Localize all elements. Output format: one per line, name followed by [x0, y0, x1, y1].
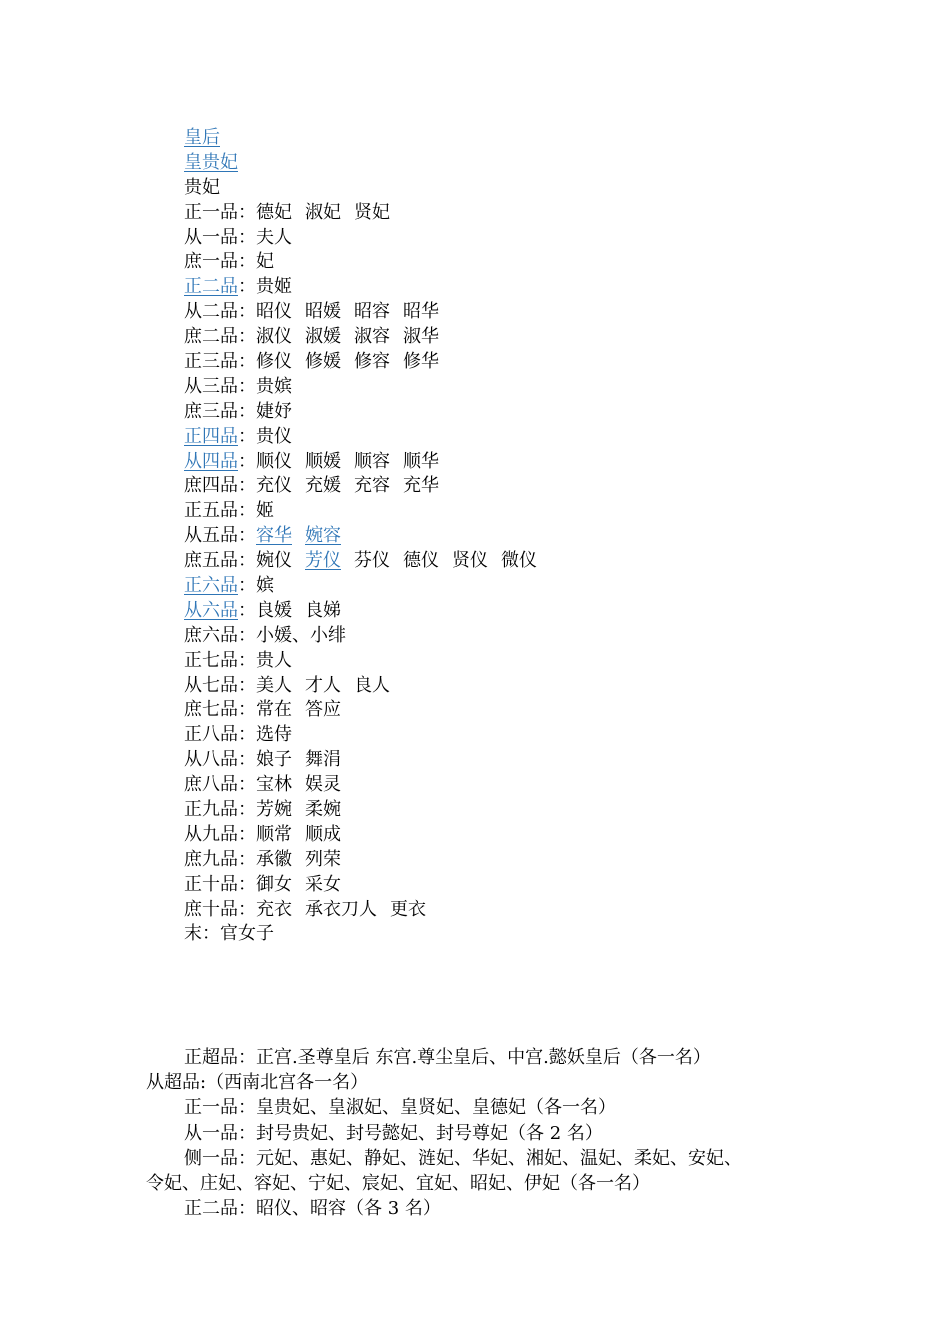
rank-label: 庶一品	[184, 251, 238, 273]
rank-description-block	[146, 1045, 796, 1221]
rank-row	[184, 300, 537, 325]
title-text: 德妃	[256, 201, 292, 223]
title-text: 贵仪	[256, 425, 292, 447]
paragraph-line: 从超品:（西南北宫各一名）	[146, 1072, 369, 1094]
rank-colon: ：	[238, 226, 256, 248]
rank-colon: ：	[238, 649, 256, 671]
title-text: 小媛、小绯	[256, 624, 346, 646]
rank-titles	[256, 774, 341, 795]
title-text: 顺成	[305, 823, 341, 845]
title-text: 淑华	[403, 326, 439, 348]
rank-label: 庶九品	[184, 848, 238, 870]
rank-label: 贵妃	[184, 176, 220, 198]
rank-label: 庶三品	[184, 400, 238, 422]
rank-titles	[256, 326, 439, 347]
rank-colon: ：	[238, 749, 256, 771]
rank-row	[184, 798, 537, 823]
title-text: 顺常	[256, 823, 292, 845]
rank-link[interactable]: 正六品	[184, 575, 238, 597]
rank-titles	[256, 227, 292, 248]
rank-colon: ：	[238, 450, 256, 472]
rank-label: 末：	[184, 923, 220, 944]
rank-titles	[256, 824, 341, 845]
rank-label: 庶八品	[184, 774, 238, 796]
title-text: 采女	[305, 873, 341, 895]
rank-row	[184, 226, 537, 251]
rank-row	[184, 450, 537, 475]
rank-row	[184, 549, 537, 574]
title-text: 更衣	[390, 898, 426, 920]
title-text: 美人	[256, 674, 292, 696]
rank-colon: ：	[238, 575, 256, 597]
rank-colon: ：	[238, 425, 256, 447]
rank-titles	[256, 749, 341, 770]
rank-titles	[256, 550, 537, 571]
rank-titles	[256, 575, 274, 596]
rank-colon: ：	[238, 326, 256, 348]
rank-titles	[256, 675, 390, 696]
title-text: 娘子	[256, 749, 292, 771]
rank-label: 庶七品	[184, 699, 238, 721]
rank-colon: ：	[238, 699, 256, 721]
rank-titles	[256, 301, 439, 322]
title-text: 芬仪	[354, 550, 390, 572]
rank-label: 庶四品	[184, 475, 238, 497]
rank-label: 从八品	[184, 749, 238, 771]
rank-label: 正三品	[184, 351, 238, 373]
title-text: 承徽	[256, 848, 292, 870]
title-text: 淑仪	[256, 326, 292, 348]
title-text: 才人	[305, 674, 341, 696]
rank-row	[184, 325, 537, 350]
rank-label: 正一品	[184, 201, 238, 223]
rank-row	[184, 574, 537, 599]
title-text: 承衣刀人	[305, 898, 377, 920]
title-text: 顺华	[403, 450, 439, 472]
title-text: 充容	[354, 475, 390, 497]
rank-titles	[256, 500, 274, 521]
rank-row	[184, 723, 537, 748]
title-text: 淑妃	[305, 201, 341, 223]
title-link[interactable]: 容华	[256, 525, 292, 547]
title-text: 舞涓	[305, 749, 341, 771]
rank-colon: ：	[238, 848, 256, 870]
rank-colon: ：	[238, 201, 256, 223]
title-text: 常在	[256, 699, 292, 721]
title-text: 修媛	[305, 351, 341, 373]
title-text: 良媛	[256, 599, 292, 621]
rank-colon: ：	[238, 873, 256, 895]
title-text: 婉仪	[256, 550, 292, 572]
title-text: 贤仪	[452, 550, 488, 572]
rank-row-last	[184, 922, 274, 947]
title-text: 昭仪	[256, 301, 292, 323]
rank-label: 从九品	[184, 823, 238, 845]
title-text: 微仪	[501, 550, 537, 572]
rank-row	[184, 151, 537, 176]
rank-colon: ：	[238, 550, 256, 572]
title-text: 良娣	[305, 599, 341, 621]
rank-colon: ：	[238, 375, 256, 397]
rank-titles	[256, 874, 341, 895]
rank-link[interactable]: 皇贵妃	[184, 151, 238, 173]
rank-colon: ：	[238, 276, 256, 298]
rank-colon: ：	[238, 500, 256, 522]
title-text: 答应	[305, 699, 341, 721]
rank-row	[184, 748, 537, 773]
title-text: 妃	[256, 251, 274, 273]
rank-label: 从一品	[184, 226, 238, 248]
rank-row	[184, 524, 537, 549]
rank-titles	[256, 426, 292, 447]
rank-row	[184, 873, 537, 898]
rank-row	[184, 176, 537, 201]
rank-colon: ：	[238, 898, 256, 920]
rank-label: 从七品	[184, 674, 238, 696]
rank-label: 从三品	[184, 375, 238, 397]
rank-row	[184, 698, 537, 723]
rank-colon: ：	[238, 774, 256, 796]
rank-label: 从五品	[184, 525, 238, 547]
title-link[interactable]: 芳仪	[305, 550, 341, 572]
rank-row	[184, 848, 537, 873]
title-text: 选侍	[256, 724, 292, 746]
rank-row	[184, 425, 537, 450]
rank-titles	[256, 276, 292, 297]
rank-row	[184, 350, 537, 375]
title-link[interactable]: 婉容	[305, 525, 341, 547]
rank-row	[184, 375, 537, 400]
rank-row	[184, 275, 537, 300]
title-text: 贵人	[256, 649, 292, 671]
rank-row	[184, 773, 537, 798]
rank-row	[184, 649, 537, 674]
title-text: 芳婉	[256, 799, 292, 821]
paragraph-line: 正超品：正宫.圣尊皇后 东宫.尊尘皇后、中宫.懿妖皇后（各一名）	[184, 1047, 711, 1068]
rank-titles	[256, 401, 292, 422]
rank-row	[184, 674, 537, 699]
rank-titles	[256, 899, 426, 920]
rank-colon: ：	[238, 799, 256, 821]
title-text: 顺媛	[305, 450, 341, 472]
rank-titles	[256, 699, 341, 720]
title-text: 修容	[354, 351, 390, 373]
title-text: 昭容	[354, 301, 390, 323]
rank-titles	[256, 376, 292, 397]
title-text: 嫔	[256, 575, 274, 597]
rank-link[interactable]: 从六品	[184, 599, 238, 621]
title-text: 婕妤	[256, 400, 292, 422]
rank-list	[184, 126, 537, 923]
rank-colon: ：	[238, 624, 256, 646]
title-text: 充媛	[305, 475, 341, 497]
title-text: 淑媛	[305, 326, 341, 348]
rank-label: 从二品	[184, 301, 238, 323]
title-text: 宝林	[256, 774, 292, 796]
title-text: 贵嫔	[256, 375, 292, 397]
rank-row	[184, 898, 537, 923]
rank-titles	[256, 650, 292, 671]
rank-titles	[256, 351, 439, 372]
rank-colon: ：	[238, 525, 256, 547]
rank-row	[184, 201, 537, 226]
title-text: 姬	[256, 500, 274, 522]
rank-titles	[256, 475, 439, 496]
title-text: 德仪	[403, 550, 439, 572]
rank-value: 官女子	[220, 923, 274, 944]
title-text: 顺容	[354, 450, 390, 472]
rank-label: 正七品	[184, 649, 238, 671]
rank-row	[184, 250, 537, 275]
rank-row	[184, 599, 537, 624]
title-text: 充仪	[256, 475, 292, 497]
rank-link[interactable]: 皇后	[184, 127, 220, 148]
rank-titles	[256, 849, 341, 870]
rank-titles	[256, 625, 346, 646]
rank-titles	[256, 724, 292, 745]
rank-label: 正九品	[184, 799, 238, 821]
title-text: 昭媛	[305, 301, 341, 323]
rank-colon: ：	[238, 351, 256, 373]
rank-label: 正五品	[184, 500, 238, 522]
title-text: 修华	[403, 351, 439, 373]
title-text: 娱灵	[305, 774, 341, 796]
rank-colon: ：	[238, 475, 256, 497]
paragraph-line: 从一品：封号贵妃、封号懿妃、封号尊妃（各 2 名）	[184, 1122, 603, 1144]
title-text: 淑容	[354, 326, 390, 348]
title-text: 夫人	[256, 226, 292, 248]
paragraph-line: 正一品：皇贵妃、皇淑妃、皇贤妃、皇德妃（各一名）	[184, 1097, 616, 1119]
rank-colon: ：	[238, 674, 256, 696]
rank-label: 正八品	[184, 724, 238, 746]
rank-colon: ：	[238, 724, 256, 746]
rank-titles	[256, 251, 274, 272]
rank-colon: ：	[238, 251, 256, 273]
rank-titles	[256, 600, 341, 621]
title-text: 修仪	[256, 351, 292, 373]
title-text: 充华	[403, 475, 439, 497]
title-text: 列荣	[305, 848, 341, 870]
title-text: 贤妃	[354, 201, 390, 223]
title-text: 良人	[354, 674, 390, 696]
title-text: 充衣	[256, 898, 292, 920]
rank-titles	[256, 202, 390, 223]
rank-titles	[256, 799, 341, 820]
rank-titles	[256, 525, 341, 546]
rank-colon: ：	[238, 823, 256, 845]
title-text: 贵姬	[256, 276, 292, 298]
title-text: 柔婉	[305, 799, 341, 821]
rank-colon: ：	[238, 400, 256, 422]
rank-link[interactable]: 正二品	[184, 276, 238, 298]
rank-label: 正十品	[184, 873, 238, 895]
rank-link[interactable]: 从四品	[184, 450, 238, 472]
rank-row	[184, 823, 537, 848]
rank-titles	[256, 451, 439, 472]
rank-row	[184, 126, 537, 151]
rank-label: 庶五品	[184, 550, 238, 572]
rank-label: 庶二品	[184, 326, 238, 348]
title-text: 御女	[256, 873, 292, 895]
title-text: 顺仪	[256, 450, 292, 472]
rank-link[interactable]: 正四品	[184, 425, 238, 447]
rank-row	[184, 499, 537, 524]
rank-row	[184, 624, 537, 649]
rank-row	[184, 474, 537, 499]
paragraph-line: 令妃、庄妃、容妃、宁妃、宸妃、宜妃、昭妃、伊妃（各一名）	[146, 1173, 650, 1195]
paragraph-line: 侧一品：元妃、惠妃、静妃、涟妃、华妃、湘妃、温妃、柔妃、安妃、	[184, 1147, 742, 1169]
title-text: 昭华	[403, 301, 439, 323]
rank-row	[184, 400, 537, 425]
paragraph-line: 正二品：昭仪、昭容（各 3 名）	[184, 1198, 441, 1220]
rank-colon: ：	[238, 599, 256, 621]
rank-label: 庶十品	[184, 898, 238, 920]
rank-colon: ：	[238, 301, 256, 323]
rank-label: 庶六品	[184, 624, 238, 646]
